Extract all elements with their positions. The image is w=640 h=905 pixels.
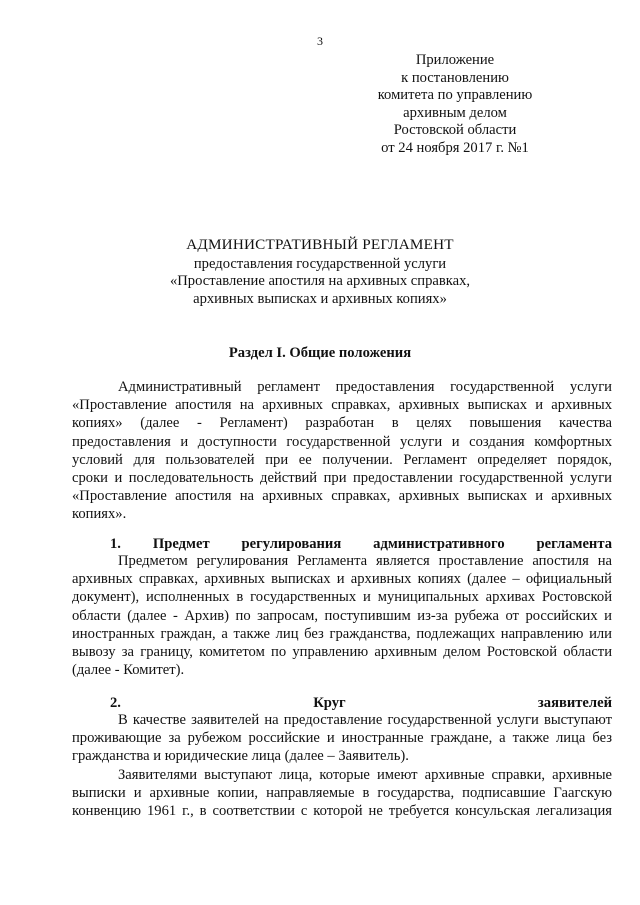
section-heading: Раздел I. Общие положения [228,345,412,361]
text-line: проживающие за рубежом российские и иностранные граждане, а также лица без [72,730,612,747]
text-line: конвенцию 1961 г., в соответствии с которой не требуется консульская легализация [72,803,612,820]
subheading-applicants [72,694,612,712]
text-line: «Проставление апостиля на архивных справках, архивных выписках и архивных [72,397,612,414]
text-line: В качестве заявителей на предоставление государственной услуги выступают [118,712,612,728]
document-title: АДМИНИСТРАТИВНЫЙ РЕГЛАМЕНТ [186,236,454,253]
applicants-paragraph [72,711,612,820]
subheading-text: 1. Предмет регулирования административного регламента [110,536,612,552]
subheading-subject [72,535,612,553]
text-line: копиях». [72,506,127,523]
appendix-block [330,52,580,158]
page-number: 3 [317,34,323,48]
text-line: «Проставление апостиля на архивных справках, архивных выписках и архивных [72,488,612,505]
text-line: области (далее - Архив) по запросам, поступившим из-за рубежа от российских и [72,607,612,624]
appendix-line: Ростовской области [393,122,517,139]
document-subtitle-line: архивных выписках и архивных копиях» [193,290,447,307]
document-title-block [0,236,640,308]
text-line: вывозу за границу, комитетом по управлению архивным делом Ростовской области [72,644,612,661]
appendix-line: комитета по управлению [377,87,533,104]
text-line: выписки и архивные копии, направляемые в государства, подписавшие Гаагскую [72,784,612,801]
text-line: Заявителями выступают лица, которые имеют архивные справки, архивные [118,766,612,783]
intro-paragraph [72,378,612,524]
text-line: гражданства и юридические лица (далее – Заявитель). [72,748,409,765]
appendix-line: к постановлению [401,69,509,86]
text-line: иностранных граждан, а также лиц без гражданства, подлежащих направлению или [72,625,612,642]
text-line: копиях» (далее - Регламент) разработан в целях повышения качества [72,415,612,432]
text-line: Предметом регулирования Регламента является проставление апостиля на [118,553,612,569]
text-line: (далее - Комитет). [72,662,185,679]
appendix-line: от 24 ноября 2017 г. №1 [381,139,529,156]
text-line: Административный регламент предоставления государственной услуги [118,379,612,395]
text-line: документ), исполненных в государственных и муниципальных архивах Ростовской [72,589,612,606]
document-subtitle-line: предоставления государственной услуги [193,255,447,272]
text-line: предоставления и доступности государственной услуги и создания комфортных [72,433,612,450]
appendix-line: Приложение [415,52,495,68]
text-line: условий для пользователей при ее получении. Регламент определяет порядок, [72,451,612,468]
document-subtitle-line: «Проставление апостиля на архивных справках, [169,273,471,290]
text-line: архивных справках, архивных выписках и архивных копиях (далее – официальный [72,571,612,588]
text-line: сроки и последовательность действий при предоставлении государственной услуги [72,470,612,487]
appendix-line: архивным делом [403,104,507,121]
subject-paragraph [72,552,612,679]
subheading-text: 2. Круг заявителей [110,695,612,711]
